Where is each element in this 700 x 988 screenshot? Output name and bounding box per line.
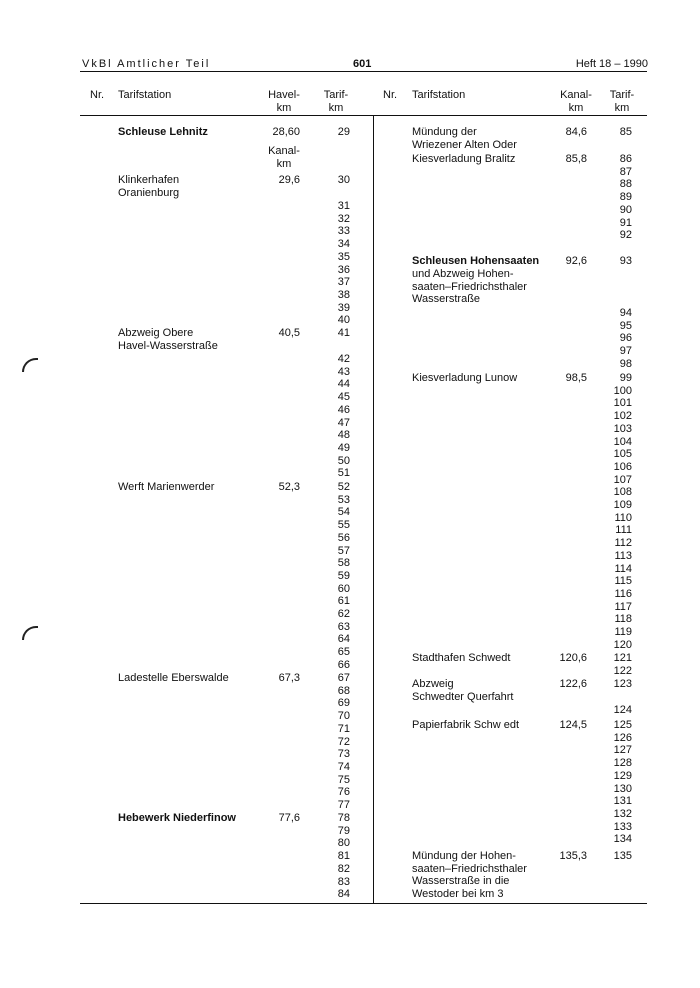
left-tarif-number: 35 (337, 250, 350, 263)
left-tarif-number: 84 (337, 888, 350, 901)
left-tarif-number: 47 (337, 416, 350, 429)
left-station-name: Schleuse Lehnitz (118, 126, 208, 138)
right-station-tarif: 123 (613, 678, 632, 690)
right-tarif-number: 106 (613, 460, 632, 473)
left-station-name: Hebewerk Niederfinow (118, 812, 236, 824)
right-tarif-number: 130 (613, 782, 632, 795)
left-tarif-number: 83 (337, 875, 350, 888)
right-station-tarif: 125 (613, 719, 632, 731)
right-col-nr-heading: Nr. (383, 89, 398, 101)
right-tarif-number: 109 (613, 499, 632, 511)
left-tarif-number: 63 (337, 620, 350, 633)
left-tarif-number: 60 (337, 582, 350, 595)
left-tarif-number: 39 (337, 301, 350, 314)
left-tarif-number: 79 (337, 824, 350, 837)
left-tarif-number: 59 (337, 569, 350, 582)
left-tarif-number: 55 (337, 519, 350, 532)
left-tarif-number: 74 (337, 760, 350, 773)
right-station-tarif: 99 (619, 372, 632, 384)
header-journal-title: VkBl Amtlicher Teil (82, 58, 211, 70)
left-tarif-number: 44 (337, 378, 350, 391)
left-tarif-number: 56 (337, 531, 350, 544)
right-col-km-heading: Kanal- km (560, 89, 592, 114)
right-station-km: 135,3 (559, 850, 587, 862)
right-station-km: 98,5 (565, 372, 587, 384)
left-tarif-number: 69 (337, 697, 350, 710)
right-station-tarif: 135 (613, 850, 632, 862)
left-tarif-number: 42 (337, 353, 350, 365)
header-rule (80, 71, 647, 72)
left-tarif-number: 49 (337, 441, 350, 454)
right-tarif-number: 124 (613, 704, 632, 716)
right-station-tarif: 121 (613, 652, 632, 664)
right-tarif-number: 122 (613, 664, 632, 677)
left-tarif-number: 68 (337, 684, 350, 697)
right-station-tarif: 85 (619, 126, 632, 138)
right-tarif-number: 128 (613, 757, 632, 770)
left-station-km: 67,3 (278, 672, 300, 684)
left-station-km: 29,6 (278, 174, 300, 186)
left-tarif-number: 38 (337, 288, 350, 301)
right-tarif-number: 92 (619, 229, 632, 242)
right-tarif-number: 119 (614, 626, 632, 638)
left-station-tarif: 29 (337, 126, 350, 138)
right-tarif-number: 127 (613, 744, 632, 757)
left-tarif-number: 50 (337, 454, 350, 467)
left-tarif-number: 46 (337, 403, 350, 416)
right-col-tarif-heading: Tarif- km (609, 89, 635, 114)
left-station-km: 28,60 (272, 126, 300, 138)
right-tarif-number: 108 (613, 486, 632, 499)
right-station-name: Schleusen Hohensaaten (412, 255, 540, 267)
right-station-km: 85,8 (565, 153, 587, 165)
right-station-name: Mündung der Wriezener Alten Oder (412, 126, 517, 151)
left-station-km: 40,5 (278, 327, 300, 339)
left-tarif-number: 54 (337, 506, 350, 519)
left-tarif-number: 51 (337, 467, 350, 480)
punch-hole-mark (22, 626, 38, 640)
left-station-tarif: 67 (337, 672, 350, 684)
right-tarif-number: 132 (613, 807, 632, 820)
left-tarif-number: 48 (337, 429, 350, 442)
left-tarif-number: 70 (337, 710, 350, 723)
right-station-name: Kiesverladung Bralitz (412, 153, 516, 165)
right-tarif-number: 112 (614, 537, 632, 550)
right-tarif-number: 115 (614, 575, 632, 588)
right-tarif-number: 88 (619, 178, 632, 191)
right-tarif-number: 101 (613, 397, 632, 410)
right-station-km: 124,5 (559, 719, 587, 731)
right-tarif-number: 94 (619, 307, 632, 319)
right-tarif-number: 90 (619, 203, 632, 216)
right-station-km: 92,6 (565, 255, 587, 267)
left-tarif-number: 31 (337, 200, 350, 212)
left-tarif-number: 58 (337, 557, 350, 570)
left-tarif-number: 45 (337, 391, 350, 404)
left-tarif-number: 72 (337, 735, 350, 748)
right-tarif-number: 131 (613, 795, 632, 808)
right-tarif-number: 113 (614, 549, 632, 562)
left-station-tarif: 52 (337, 481, 350, 493)
right-station-name-continuation: und Abzweig Hohen- saaten–Friedrichsthaler Wasserstraße (412, 268, 527, 306)
left-col-km-heading: Havel- km (268, 89, 300, 114)
right-tarif-number: 111 (615, 524, 632, 537)
left-station-name: Werft Marienwerder (118, 481, 215, 493)
left-tarif-number: 75 (337, 773, 350, 786)
right-tarif-number: 96 (619, 332, 632, 345)
left-station-tarif: 30 (337, 174, 350, 186)
left-tarif-number: 61 (337, 595, 350, 608)
left-col-tarif-heading: Tarif- km (323, 89, 349, 114)
right-station-name: Mündung der Hohen- saaten–Friedrichsthaler Wasserstraße in die Westoder bei km 3 (412, 850, 527, 901)
right-tarif-number: 105 (613, 448, 632, 461)
left-tarif-number: 80 (337, 837, 350, 850)
left-tarif-number: 82 (337, 862, 350, 875)
left-tarif-number: 76 (337, 786, 350, 799)
right-station-km: 84,6 (565, 126, 587, 138)
left-station-name: Abzweig Obere Havel-Wasserstraße (118, 327, 218, 352)
left-tarif-number: 33 (337, 225, 350, 238)
right-station-km: 122,6 (559, 678, 587, 690)
right-tarif-number: 117 (614, 600, 632, 613)
right-station-name: Kiesverladung Lunow (412, 372, 518, 384)
right-col-station-heading: Tarifstation (412, 89, 466, 101)
right-station-km: 120,6 (559, 652, 587, 664)
left-station-name: Ladestelle Eberswalde (118, 672, 229, 684)
right-tarif-number: 89 (619, 191, 632, 204)
column-divider (373, 115, 374, 903)
left-station-km: 52,3 (278, 481, 300, 493)
right-station-name: Papierfabrik Schw edt (412, 719, 519, 731)
right-tarif-number: 104 (613, 435, 632, 448)
right-station-tarif: 86 (619, 153, 632, 165)
right-tarif-number: 98 (619, 357, 632, 370)
right-tarif-number: 126 (613, 731, 632, 744)
right-tarif-number: 110 (614, 511, 632, 524)
left-tarif-number: 36 (337, 263, 350, 276)
left-tarif-number: 66 (337, 658, 350, 671)
left-station-tarif: 78 (337, 812, 350, 824)
km-unit-change-label: Kanal- km (268, 145, 300, 170)
header-page-number: 601 (353, 58, 372, 70)
left-tarif-number: 53 (337, 493, 350, 506)
left-tarif-number: 71 (337, 722, 350, 735)
punch-hole-mark (22, 358, 38, 372)
left-tarif-number: 32 (337, 212, 350, 225)
left-tarif-number: 57 (337, 544, 350, 557)
table-header-rule (80, 115, 647, 116)
right-tarif-number: 116 (614, 587, 632, 600)
header-issue: Heft 18 – 1990 (575, 58, 648, 70)
right-tarif-number: 97 (619, 345, 632, 358)
right-tarif-number: 133 (613, 820, 632, 833)
left-tarif-number: 65 (337, 646, 350, 659)
left-tarif-number: 62 (337, 608, 350, 620)
left-col-nr-heading: Nr. (90, 89, 105, 101)
right-tarif-number: 95 (619, 319, 632, 332)
right-station-tarif: 93 (619, 255, 632, 267)
right-tarif-number: 87 (619, 165, 632, 178)
left-tarif-number: 34 (337, 238, 350, 251)
right-tarif-number: 120 (613, 638, 632, 651)
left-tarif-number: 77 (337, 799, 350, 811)
left-station-km: 77,6 (278, 812, 300, 824)
right-tarif-number: 118 (614, 613, 632, 626)
table-bottom-rule (80, 903, 647, 904)
left-tarif-number: 64 (337, 633, 350, 646)
right-tarif-number: 114 (614, 562, 632, 575)
left-station-tarif: 41 (337, 327, 350, 339)
left-station-name: Klinkerhafen Oranienburg (118, 174, 180, 199)
right-tarif-number: 134 (613, 833, 632, 846)
left-tarif-number: 81 (337, 850, 350, 863)
right-station-name: Stadthafen Schwedt (412, 652, 511, 664)
right-tarif-number: 102 (613, 410, 632, 423)
right-station-name: Abzweig Schwedter Querfahrt (412, 678, 514, 703)
right-tarif-number: 107 (613, 473, 632, 486)
left-col-station-heading: Tarifstation (118, 89, 172, 101)
right-tarif-number: 100 (613, 384, 632, 397)
left-tarif-number: 40 (337, 314, 350, 327)
left-tarif-number: 43 (337, 365, 350, 378)
right-tarif-number: 129 (613, 769, 632, 782)
right-tarif-number: 103 (613, 422, 632, 435)
right-tarif-number: 91 (619, 216, 632, 229)
left-tarif-number: 37 (337, 276, 350, 289)
left-tarif-number: 73 (337, 748, 350, 761)
